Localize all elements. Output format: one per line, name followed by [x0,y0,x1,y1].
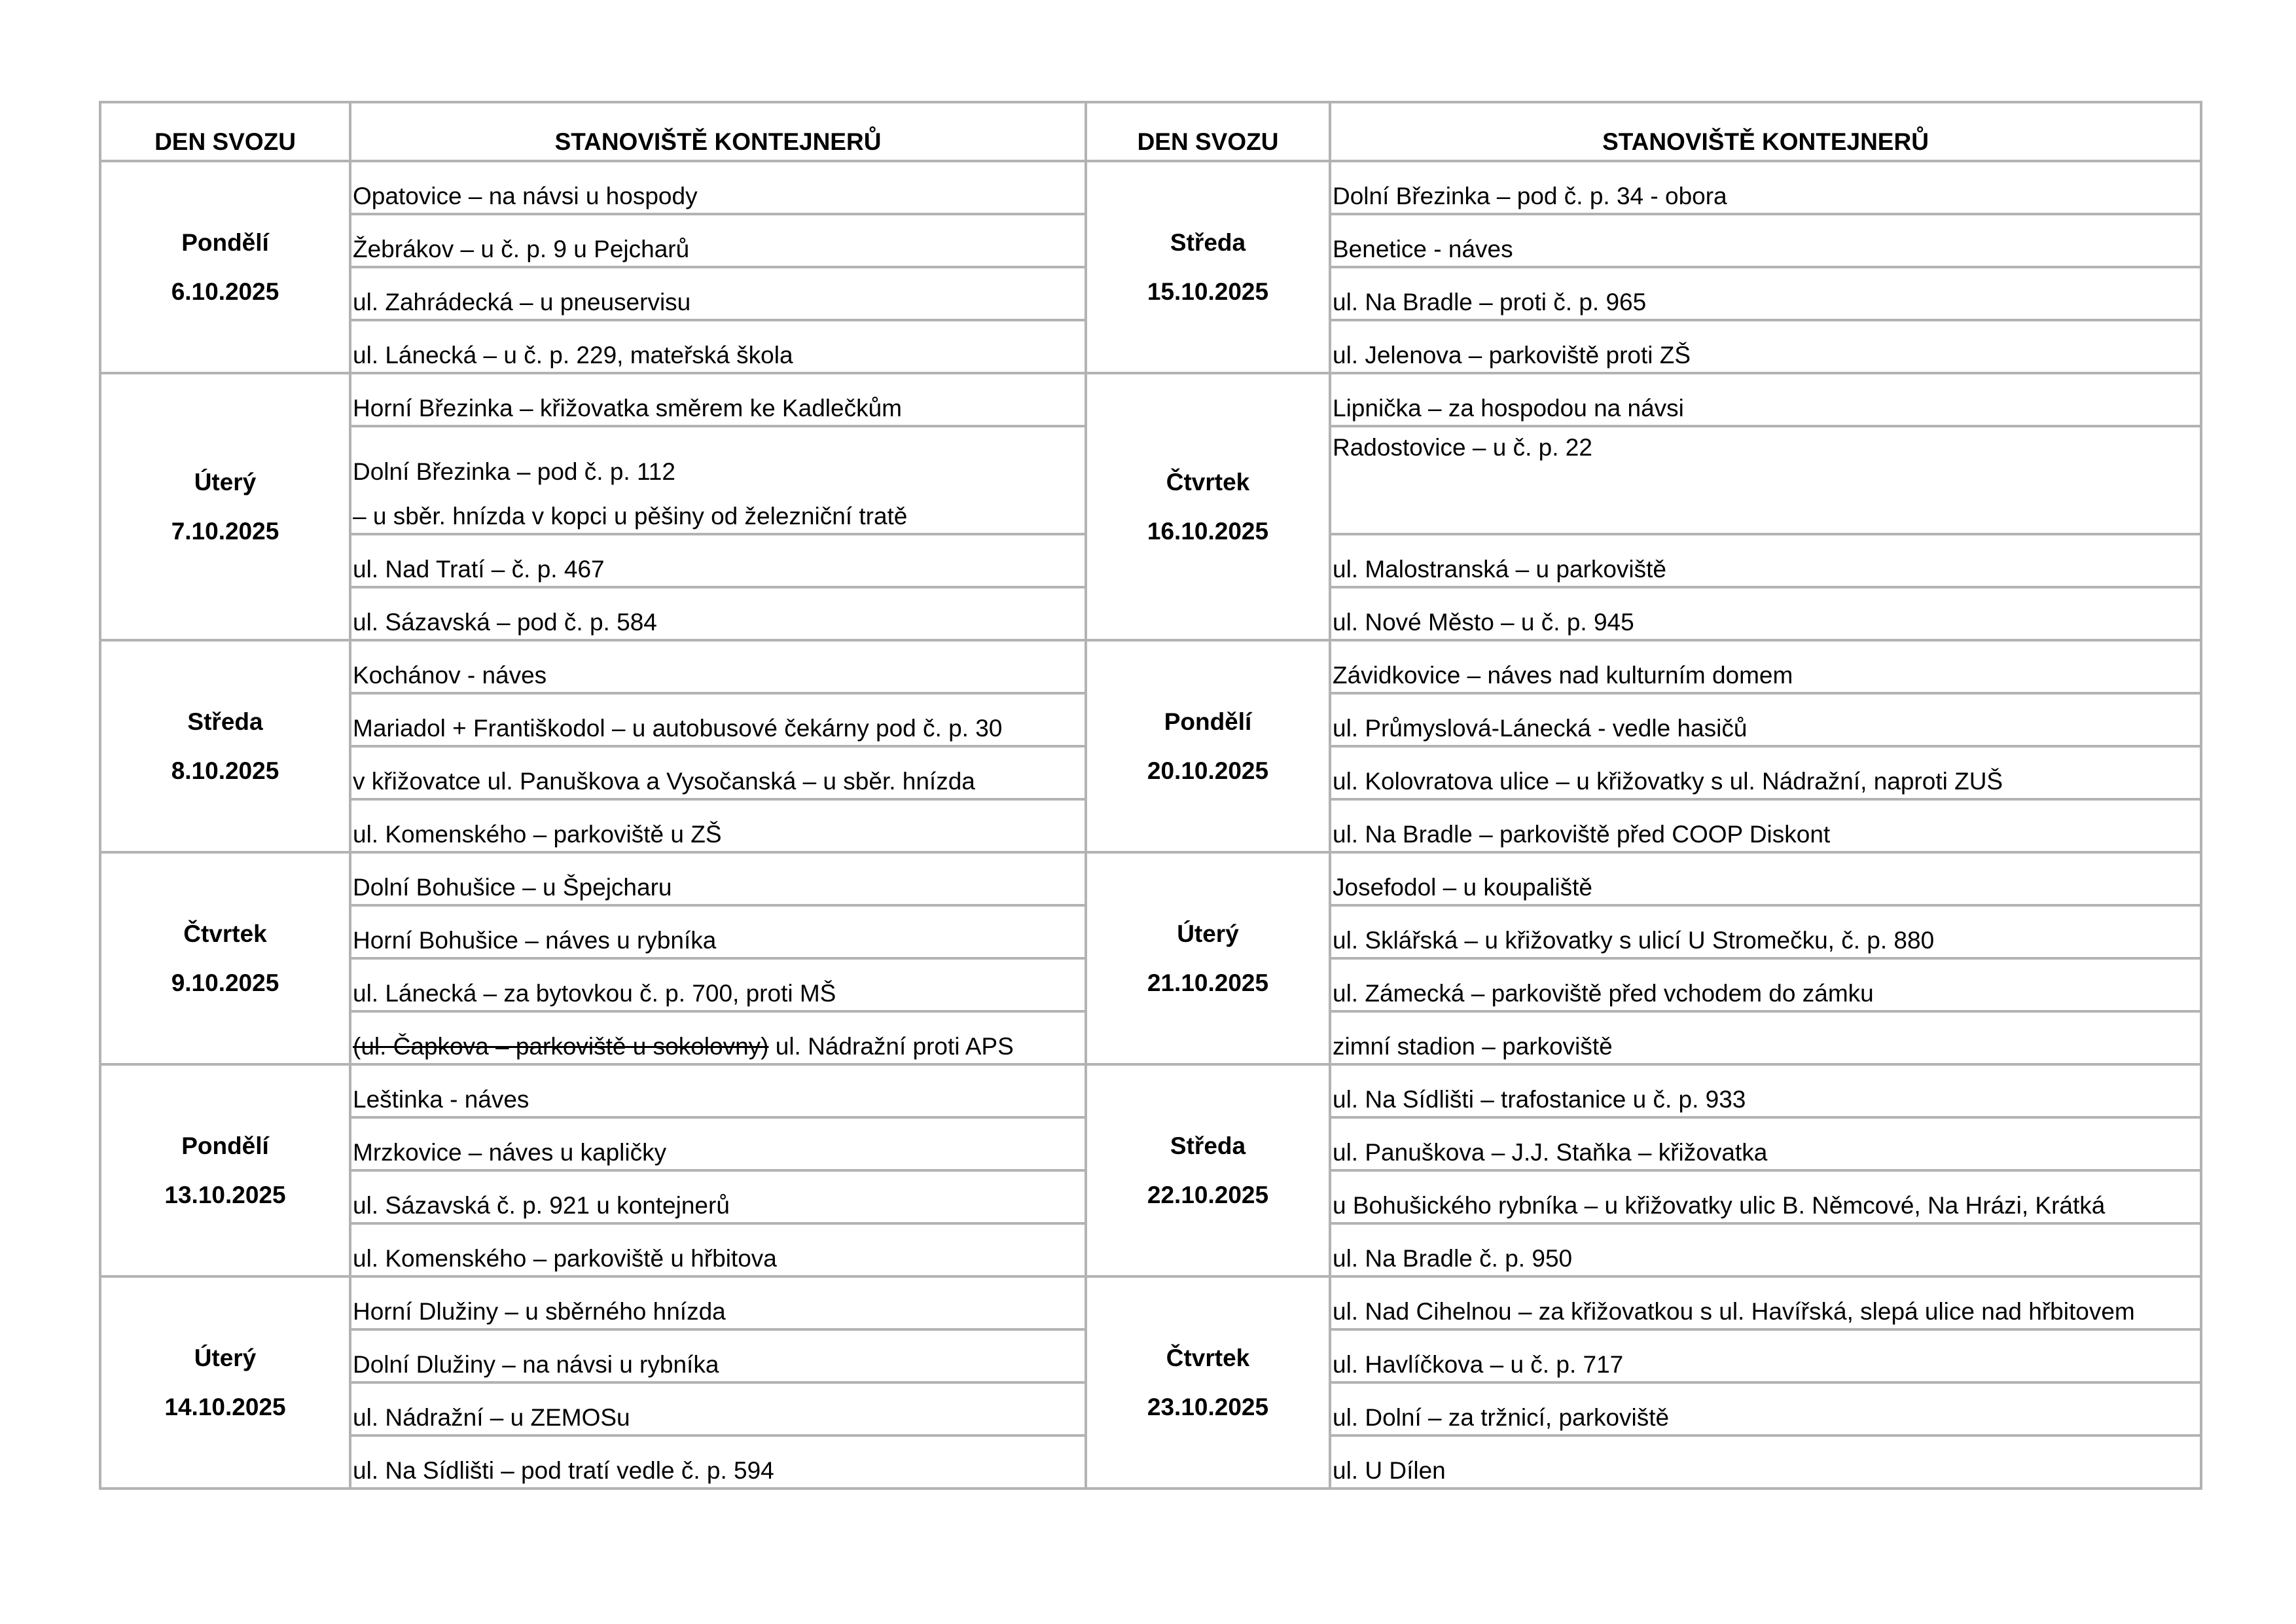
header-container-sites-2: STANOVIŠTĚ KONTEJNERŮ [1330,102,2201,161]
day-name: Středa [1170,1132,1246,1159]
header-collection-day: DEN SVOZU [100,102,350,161]
site-cell: Mrzkovice – náves u kapličky [350,1117,1086,1170]
site-cell: Dolní Dlužiny – na návsi u rybníka [350,1329,1086,1382]
table-row [100,373,2201,426]
day-date: 22.10.2025 [1147,1182,1269,1208]
collection-day-cell [100,161,350,373]
day-date: 21.10.2025 [1147,969,1269,996]
site-cell: Radostovice – u č. p. 22 [1330,426,2201,534]
collection-day-cell [100,1064,350,1276]
day-date: 14.10.2025 [164,1394,286,1420]
day-date: 23.10.2025 [1147,1394,1269,1420]
site-cell: ul. Lánecká – u č. p. 229, mateřská škola [350,320,1086,373]
site-cell: ul. Sklářská – u křižovatky s ulicí U Stromečku, č. p. 880 [1330,905,2201,958]
day-name: Čtvrtek [1166,1344,1250,1371]
site-cell: ul. Nad Cihelnou – za křižovatkou s ul. Havířská, slepá ulice nad hřbitovem [1330,1276,2201,1329]
day-name: Pondělí [181,229,269,256]
day-name: Úterý [1177,920,1239,947]
site-cell: Horní Dlužiny – u sběrného hnízda [350,1276,1086,1329]
day-date: 15.10.2025 [1147,278,1269,305]
day-date: 9.10.2025 [171,969,279,996]
day-date: 7.10.2025 [171,518,279,545]
site-cell: Opatovice – na návsi u hospody [350,161,1086,214]
day-date: 6.10.2025 [171,278,279,305]
day-name: Středa [1170,229,1246,256]
collection-schedule-table [99,101,2202,1490]
day-date: 8.10.2025 [171,757,279,784]
site-cell: ul. Komenského – parkoviště u ZŠ [350,799,1086,852]
collection-day-cell [100,852,350,1064]
site-cell: Horní Bohušice – náves u rybníka [350,905,1086,958]
collection-day-cell [1086,373,1330,640]
site-cell: ul. Malostranská – u parkoviště [1330,534,2201,587]
collection-schedule-sheet [99,101,2200,1490]
table-row [100,1064,2201,1117]
site-cell: ul. Sázavská č. p. 921 u kontejnerů [350,1170,1086,1223]
site-cell: ul. Na Sídlišti – pod tratí vedle č. p. 594 [350,1435,1086,1489]
collection-day-cell [100,373,350,640]
site-cell: ul. Kolovratova ulice – u křižovatky s ul. Nádražní, naproti ZUŠ [1330,746,2201,799]
site-cell: v křižovatce ul. Panuškova a Vysočanská – u sběr. hnízda [350,746,1086,799]
table-row [100,640,2201,693]
day-name: Čtvrtek [183,920,267,947]
table-row [100,161,2201,214]
site-cell: ul. Nad Tratí – č. p. 467 [350,534,1086,587]
day-name: Čtvrtek [1166,469,1250,496]
collection-day-cell [1086,852,1330,1064]
site-cell: ul. Na Bradle – parkoviště před COOP Diskont [1330,799,2201,852]
site-text: ul. Nádražní proti APS [768,1033,1014,1060]
site-cell: Horní Březinka – křižovatka směrem ke Kadlečkům [350,373,1086,426]
site-cell: Závidkovice – náves nad kulturním domem [1330,640,2201,693]
day-date: 13.10.2025 [164,1182,286,1208]
site-cell: Lipnička – za hospodou na návsi [1330,373,2201,426]
day-name: Pondělí [1164,708,1252,735]
site-cell [350,1011,1086,1064]
site-cell: Leštinka - náves [350,1064,1086,1117]
site-line-continuation: – u sběr. hnízda v kopci u pěšiny od železniční tratě [353,503,908,530]
site-cell: ul. Zahrádecká – u pneuservisu [350,267,1086,320]
table-header-row [100,102,2201,161]
site-cell: Dolní Bohušice – u Špejcharu [350,852,1086,905]
collection-day-cell [1086,161,1330,373]
site-cell: ul. Nové Město – u č. p. 945 [1330,587,2201,640]
site-cell: ul. Na Bradle – proti č. p. 965 [1330,267,2201,320]
header-container-sites: STANOVIŠTĚ KONTEJNERŮ [350,102,1086,161]
header-collection-day-2: DEN SVOZU [1086,102,1330,161]
site-cell: ul. U Dílen [1330,1435,2201,1489]
struck-out-site: (ul. Čapkova – parkoviště u sokolovny) [353,1033,769,1060]
site-cell [350,426,1086,534]
site-cell: ul. Lánecká – za bytovkou č. p. 700, proti MŠ [350,958,1086,1011]
day-name: Úterý [194,1344,257,1371]
collection-day-cell [1086,640,1330,852]
table-row [100,852,2201,905]
collection-day-cell [100,640,350,852]
day-name: Úterý [194,469,257,496]
site-cell: Kochánov - náves [350,640,1086,693]
site-line: Dolní Březinka – pod č. p. 112 [353,458,675,485]
site-cell: ul. Na Bradle č. p. 950 [1330,1223,2201,1276]
site-cell: ul. Na Sídlišti – trafostanice u č. p. 933 [1330,1064,2201,1117]
site-cell: u Bohušického rybníka – u křižovatky ulic B. Němcové, Na Hrázi, Krátká [1330,1170,2201,1223]
day-name: Pondělí [181,1132,269,1159]
day-date: 20.10.2025 [1147,757,1269,784]
site-cell: ul. Jelenova – parkoviště proti ZŠ [1330,320,2201,373]
table-row [100,1276,2201,1329]
site-cell: ul. Zámecká – parkoviště před vchodem do zámku [1330,958,2201,1011]
site-cell: ul. Panuškova – J.J. Staňka – křižovatka [1330,1117,2201,1170]
site-cell: Žebrákov – u č. p. 9 u Pejcharů [350,214,1086,267]
site-cell: Dolní Březinka – pod č. p. 34 - obora [1330,161,2201,214]
collection-day-cell [100,1276,350,1489]
site-cell: ul. Průmyslová-Lánecká - vedle hasičů [1330,693,2201,746]
site-cell: ul. Sázavská – pod č. p. 584 [350,587,1086,640]
site-cell: ul. Komenského – parkoviště u hřbitova [350,1223,1086,1276]
site-cell: Josefodol – u koupaliště [1330,852,2201,905]
site-cell: zimní stadion – parkoviště [1330,1011,2201,1064]
site-cell: ul. Nádražní – u ZEMOSu [350,1382,1086,1435]
site-cell: Benetice - náves [1330,214,2201,267]
day-name: Středa [187,708,263,735]
day-date: 16.10.2025 [1147,518,1269,545]
collection-day-cell [1086,1276,1330,1489]
site-cell: ul. Havlíčkova – u č. p. 717 [1330,1329,2201,1382]
site-cell: Mariadol + Františkodol – u autobusové čekárny pod č. p. 30 [350,693,1086,746]
site-cell: ul. Dolní – za tržnicí, parkoviště [1330,1382,2201,1435]
collection-day-cell [1086,1064,1330,1276]
